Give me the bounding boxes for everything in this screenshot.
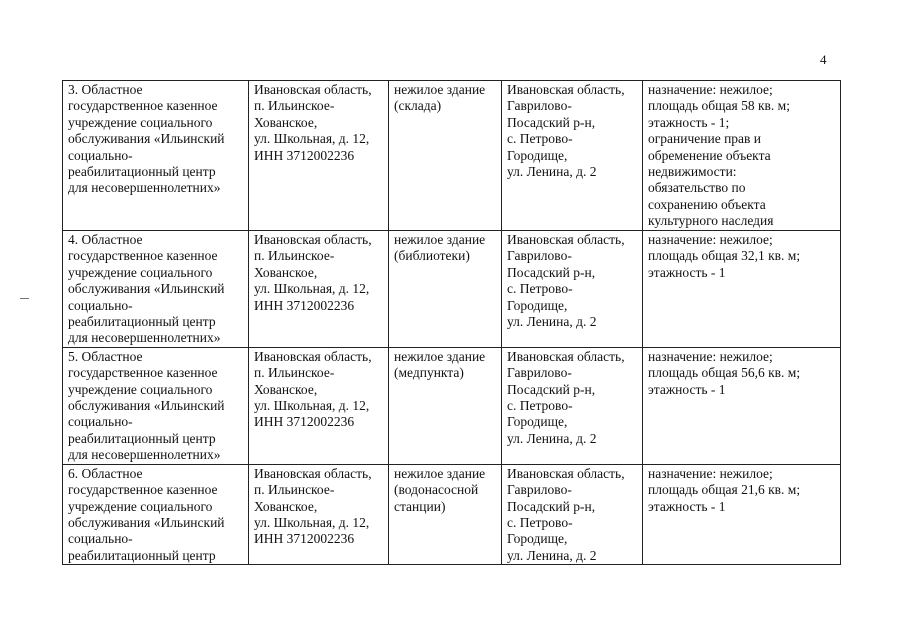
organization-cell: 6. Областное государственное казенное учреждение социального обслуживания «Ильинский социально- реабилитационный центр — [63, 464, 249, 564]
holder-cell: Ивановская область, п. Ильинское- Хованское, ул. Школьная, д. 12, ИНН 3712002236 — [249, 347, 389, 464]
table-row — [63, 231, 841, 348]
object-cell: нежилое здание (склада) — [389, 81, 502, 231]
table-row — [63, 81, 841, 231]
property-table — [62, 80, 841, 565]
location-cell: Ивановская область, Гаврилово- Посадский р-н, с. Петрово- Городище, ул. Ленина, д. 2 — [502, 464, 643, 564]
holder-cell: Ивановская область, п. Ильинское- Хованское, ул. Школьная, д. 12, ИНН 3712002236 — [249, 464, 389, 564]
characteristics-cell: назначение: нежилое; площадь общая 56,6 кв. м; этажность - 1 — [643, 347, 841, 464]
location-cell: Ивановская область, Гаврилово- Посадский р-н, с. Петрово- Городище, ул. Ленина, д. 2 — [502, 81, 643, 231]
characteristics-cell: назначение: нежилое; площадь общая 58 кв. м; этажность - 1; ограничение прав и обременение объекта недвижимости: обязательство по сохранению объекта культурного наследия — [643, 81, 841, 231]
location-cell: Ивановская область, Гаврилово- Посадский р-н, с. Петрово- Городище, ул. Ленина, д. 2 — [502, 231, 643, 348]
margin-mark — [20, 298, 29, 299]
characteristics-cell: назначение: нежилое; площадь общая 21,6 кв. м; этажность - 1 — [643, 464, 841, 564]
location-cell: Ивановская область, Гаврилово- Посадский р-н, с. Петрово- Городище, ул. Ленина, д. 2 — [502, 347, 643, 464]
table-row — [63, 347, 841, 464]
holder-cell: Ивановская область, п. Ильинское- Хованское, ул. Школьная, д. 12, ИНН 3712002236 — [249, 231, 389, 348]
organization-cell: 5. Областное государственное казенное учреждение социального обслуживания «Ильинский социально- реабилитационный центр для несовершеннолетних» — [63, 347, 249, 464]
object-cell: нежилое здание (библиотеки) — [389, 231, 502, 348]
organization-cell: 3. Областное государственное казенное учреждение социального обслуживания «Ильинский социально- реабилитационный центр для несовершеннолетних» — [63, 81, 249, 231]
object-cell: нежилое здание (водонасосной станции) — [389, 464, 502, 564]
characteristics-cell: назначение: нежилое; площадь общая 32,1 кв. м; этажность - 1 — [643, 231, 841, 348]
object-cell: нежилое здание (медпункта) — [389, 347, 502, 464]
page-number: 4 — [820, 52, 827, 67]
table-row — [63, 464, 841, 564]
organization-cell: 4. Областное государственное казенное учреждение социального обслуживания «Ильинский социально- реабилитационный центр для несовершеннолетних» — [63, 231, 249, 348]
holder-cell: Ивановская область, п. Ильинское- Хованское, ул. Школьная, д. 12, ИНН 3712002236 — [249, 81, 389, 231]
